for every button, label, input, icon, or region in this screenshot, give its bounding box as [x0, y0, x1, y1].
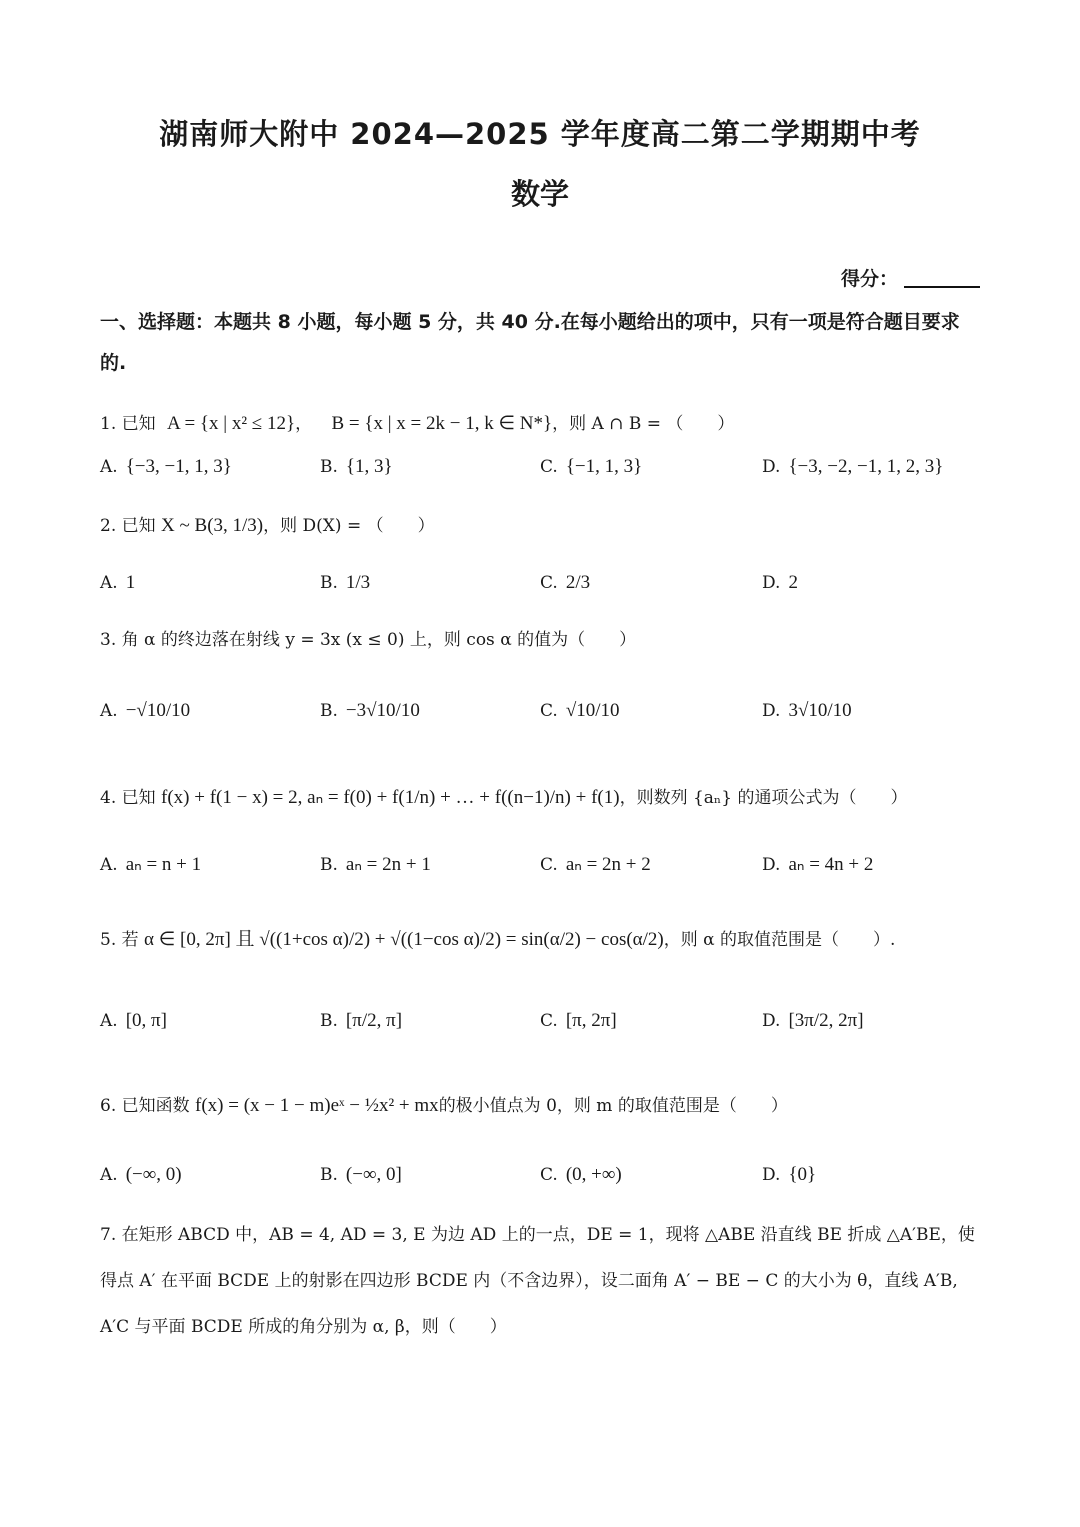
option-label: C.: [540, 855, 558, 875]
q4-option-b[interactable]: [320, 853, 431, 876]
q2-option-b[interactable]: [320, 572, 370, 594]
option-value: [π, 2π]: [565, 1010, 617, 1031]
q4-expr: f(x) + f(1 − x) = 2, aₙ = f(0) + f(1/n) + … + f((n−1)/n) + f(1): [161, 787, 620, 808]
option-label: A.: [100, 1011, 118, 1031]
q6-option-c[interactable]: [540, 1164, 622, 1186]
option-label: C.: [540, 573, 558, 593]
subject-title: 数学: [510, 177, 569, 211]
option-label: D.: [762, 855, 781, 875]
option-label: B.: [320, 1011, 338, 1031]
option-label: D.: [762, 1165, 781, 1185]
option-label: D.: [762, 457, 781, 477]
option-value: aₙ = 2n + 2: [565, 854, 651, 875]
option-label: C.: [540, 701, 558, 721]
q5-option-a[interactable]: [100, 1010, 167, 1032]
option-value: {−3, −2, −1, 1, 2, 3}: [788, 456, 944, 477]
option-value: √10/10: [565, 700, 620, 721]
q6-suffix: 的极小值点为 0，则 m 的取值范围是（ ）: [438, 1096, 788, 1116]
option-value: aₙ = 2n + 1: [345, 854, 431, 875]
q1-set-a: A = {x | x² ≤ 12}: [167, 413, 296, 434]
option-label: C.: [540, 457, 558, 477]
option-value: −√10/10: [125, 700, 191, 721]
option-label: A.: [100, 457, 118, 477]
q4-suffix: ，则数列 {aₙ} 的通项公式为（ ）: [619, 788, 908, 808]
q3-option-c[interactable]: [540, 700, 620, 722]
q1-option-a[interactable]: [100, 456, 232, 478]
score-blank[interactable]: [904, 286, 980, 288]
option-value: [π/2, π]: [345, 1010, 403, 1031]
q1-suffix: ，则 A ∩ B = （ ）: [552, 414, 735, 434]
q4-option-c[interactable]: [540, 853, 651, 876]
q6-option-b[interactable]: [320, 1164, 402, 1186]
option-label: C.: [540, 1165, 558, 1185]
q2-option-d[interactable]: [762, 572, 798, 594]
option-label: A.: [100, 701, 118, 721]
q6-option-a[interactable]: [100, 1164, 182, 1186]
option-value: −3√10/10: [345, 700, 420, 721]
option-value: 1: [125, 572, 136, 593]
option-value: {1, 3}: [345, 456, 393, 477]
q5-expr: α ∈ [0, 2π] 且 √((1+cos α)/2) + √((1−cos α)/2) = sin(α/2) − cos(α/2): [144, 929, 664, 950]
q1-option-b[interactable]: [320, 456, 393, 478]
option-label: A.: [100, 855, 118, 875]
q1-option-c[interactable]: [540, 456, 642, 478]
q3-option-d[interactable]: [762, 700, 852, 722]
option-value: 1/3: [345, 572, 371, 593]
q5-option-b[interactable]: [320, 1010, 402, 1032]
q5-option-c[interactable]: [540, 1010, 617, 1032]
q4-prefix: 4. 已知: [100, 788, 156, 808]
question-2: [100, 512, 990, 540]
q2-option-c[interactable]: [540, 572, 590, 594]
q2-suffix: ，则 D(X) = （ ）: [263, 516, 435, 536]
exam-title: 湖南师大附中 2024—2025 学年度高二第二学期期中考: [159, 117, 921, 151]
option-value: (−∞, 0): [125, 1164, 182, 1185]
option-label: B.: [320, 457, 338, 477]
option-label: B.: [320, 573, 338, 593]
q2-prefix: 2. 已知: [100, 516, 156, 536]
q1-option-d[interactable]: [762, 456, 943, 478]
q5-option-d[interactable]: [762, 1010, 864, 1032]
option-value: [3π/2, 2π]: [788, 1010, 864, 1031]
q1-prefix: 1. 已知: [100, 414, 156, 434]
option-value: 2/3: [565, 572, 591, 593]
question-4: [100, 784, 990, 812]
option-label: C.: [540, 1011, 558, 1031]
option-label: B.: [320, 855, 338, 875]
option-label: B.: [320, 701, 338, 721]
question-7: 7. 在矩形 ABCD 中，AB = 4, AD = 3, E 为边 AD 上的一点，DE = 1，现将 △ABE 沿直线 BE 折成 △A′BE，使得点 A′ 在平面 BCDE 上的射影在四边形 BCDE 内（不含边界），设二面角 A′ − BE − C 的大小为 θ，直线 A′B, A′C 与平面 BCDE 所成的角分别为 α, β，则（ ）: [100, 1225, 975, 1337]
question-6: [100, 1092, 990, 1120]
option-label: D.: [762, 1011, 781, 1031]
q1-set-b: B = {x | x = 2k − 1, k ∈ N*}: [331, 413, 553, 434]
option-value: {−1, 1, 3}: [565, 456, 643, 477]
option-label: A.: [100, 1165, 118, 1185]
option-label: B.: [320, 1165, 338, 1185]
option-value: 2: [788, 572, 798, 593]
option-value: aₙ = 4n + 2: [788, 854, 874, 875]
option-label: A.: [100, 573, 118, 593]
option-value: {0}: [788, 1164, 817, 1185]
q5-prefix: 5. 若: [100, 930, 139, 950]
option-value: (0, +∞): [565, 1164, 622, 1185]
q4-option-a[interactable]: [100, 853, 201, 876]
question-5: [100, 926, 990, 954]
option-value: {−3, −1, 1, 3}: [125, 456, 232, 477]
option-label: D.: [762, 701, 781, 721]
option-value: [0, π]: [125, 1010, 167, 1031]
option-value: aₙ = n + 1: [125, 854, 202, 875]
q2-option-a[interactable]: [100, 572, 135, 594]
q6-option-d[interactable]: [762, 1164, 816, 1186]
q3-option-a[interactable]: [100, 700, 190, 722]
section-heading: 一、选择题：本题共 8 小题，每小题 5 分，共 40 分.在每小题给出的项中，只有一项是符合题目要求的.: [100, 311, 960, 374]
score-label: 得分：: [840, 268, 898, 290]
q4-option-d[interactable]: [762, 853, 873, 876]
q6-prefix: 6. 已知函数: [100, 1096, 190, 1116]
score-field: [841, 264, 980, 291]
option-value: (−∞, 0]: [345, 1164, 402, 1185]
q6-expr: f(x) = (x − 1 − m)eˣ − ½x² + mx: [195, 1095, 439, 1116]
q3-option-b[interactable]: [320, 700, 420, 722]
option-label: D.: [762, 573, 781, 593]
option-value: 3√10/10: [788, 700, 852, 721]
q5-suffix: ，则 α 的取值范围是（ ）.: [663, 930, 896, 950]
q2-expr: X ~ B(3, 1/3): [161, 515, 264, 536]
question-3: 3. 角 α 的终边落在射线 y = 3x (x ≤ 0) 上，则 cos α 的值为（ ）: [100, 630, 637, 650]
question-1: 1. 已知 A = {x | x² ≤ 12}， B = {x | x = 2k − 1, k ∈ N*}，则 A ∩ B = （ ）: [100, 413, 735, 434]
